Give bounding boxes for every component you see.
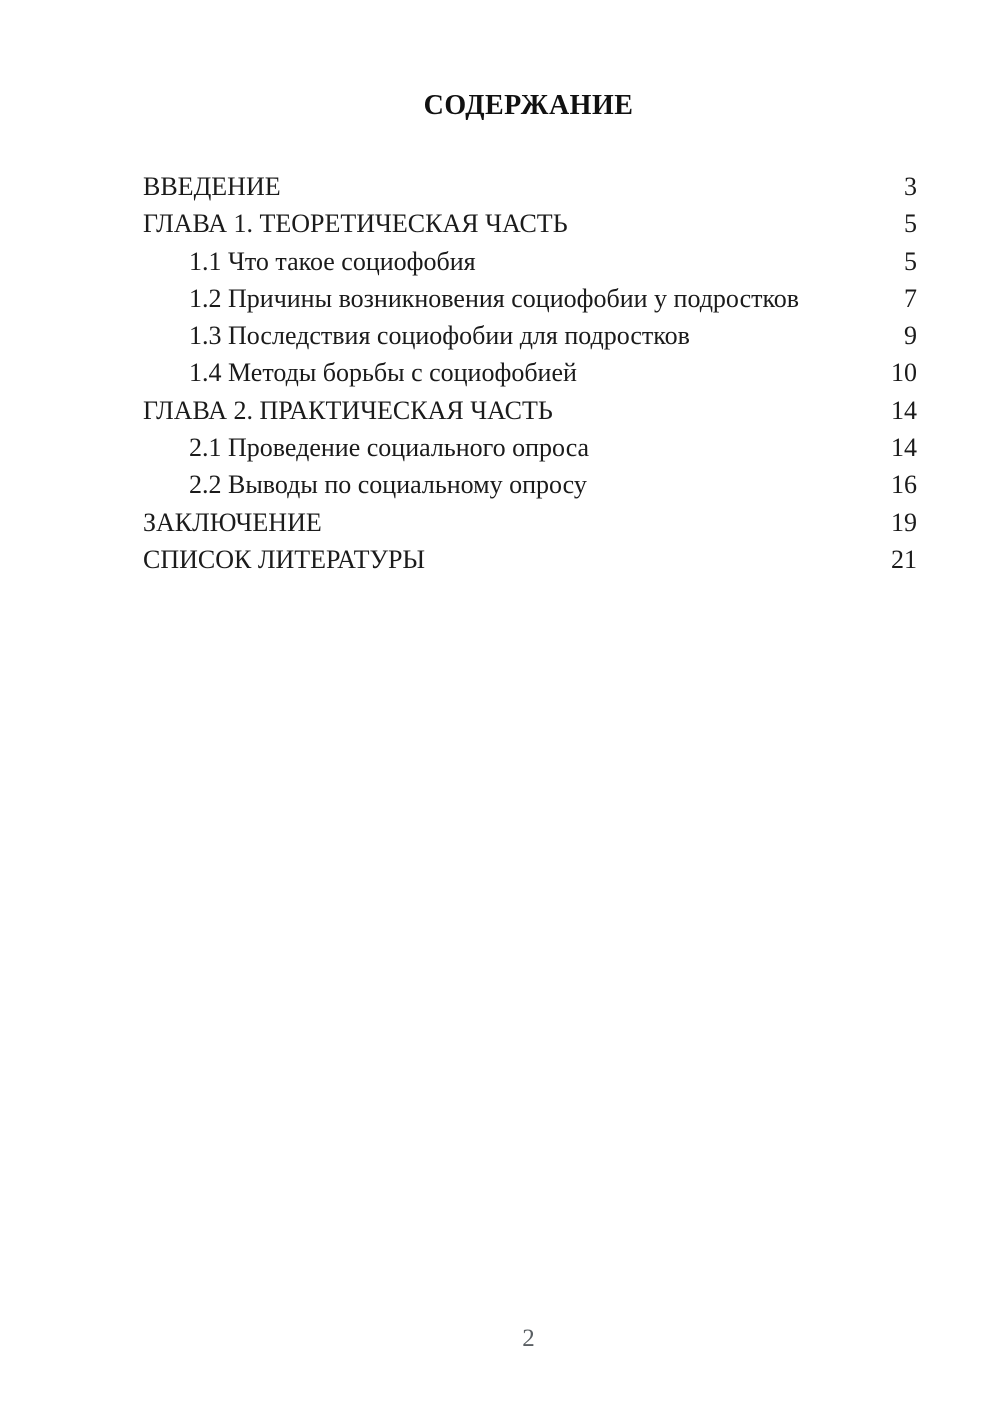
toc-entry-label: ВВЕДЕНИЕ bbox=[143, 172, 281, 201]
toc-entry-page-number: 21 bbox=[891, 544, 917, 574]
toc-entry bbox=[143, 392, 917, 429]
toc-entry bbox=[143, 205, 917, 242]
toc-entry-label: СПИСОК ЛИТЕРАТУРЫ bbox=[143, 544, 426, 574]
toc-entry-label: 2.2 Выводы по социальному опросу bbox=[189, 470, 587, 500]
toc-entry bbox=[143, 504, 917, 541]
toc-entry-page-number: 14 bbox=[891, 395, 917, 425]
toc-entry-label: 1.3 Последствия социофобии для подростков bbox=[189, 321, 690, 351]
toc-entry-label: ГЛАВА 1. ТЕОРЕТИЧЕСКАЯ ЧАСТЬ bbox=[143, 209, 568, 239]
toc-entry-label: 1.2 Причины возникновения социофобии у подростков bbox=[189, 283, 800, 313]
toc-entry bbox=[143, 429, 917, 466]
toc-entry-label: ЗАКЛЮЧЕНИЕ bbox=[143, 507, 322, 537]
toc-entry bbox=[143, 317, 917, 354]
toc-entry-page-number: 5 bbox=[904, 246, 917, 276]
toc-list bbox=[143, 168, 917, 578]
toc-entry-page-number: 10 bbox=[891, 358, 917, 388]
toc-entry-page-number: 3 bbox=[904, 172, 917, 201]
toc-entry bbox=[143, 243, 917, 280]
toc-entry-label: 1.1 Что такое социофобия bbox=[189, 246, 476, 276]
toc-entry-page-number: 5 bbox=[904, 209, 917, 239]
toc-entry bbox=[143, 466, 917, 503]
toc-entry-page-number: 16 bbox=[891, 470, 917, 500]
page-number-footer: 2 bbox=[522, 1325, 535, 1352]
toc-entry-label: ГЛАВА 2. ПРАКТИЧЕСКАЯ ЧАСТЬ bbox=[143, 395, 553, 425]
toc-entry bbox=[143, 280, 917, 317]
toc-entry bbox=[143, 354, 917, 391]
toc-entry-page-number: 19 bbox=[891, 507, 917, 537]
toc-entry-label: 1.4 Методы борьбы с социофобией bbox=[189, 358, 577, 388]
toc-title: СОДЕРЖАНИЕ bbox=[423, 90, 634, 121]
toc-entry bbox=[143, 541, 917, 578]
toc-entry-label: 2.1 Проведение социального опроса bbox=[189, 433, 590, 463]
toc-entry-page-number: 9 bbox=[904, 321, 917, 351]
toc-entry-page-number: 14 bbox=[891, 433, 917, 463]
toc-entry bbox=[143, 168, 917, 205]
toc-entry-page-number: 7 bbox=[904, 283, 917, 313]
